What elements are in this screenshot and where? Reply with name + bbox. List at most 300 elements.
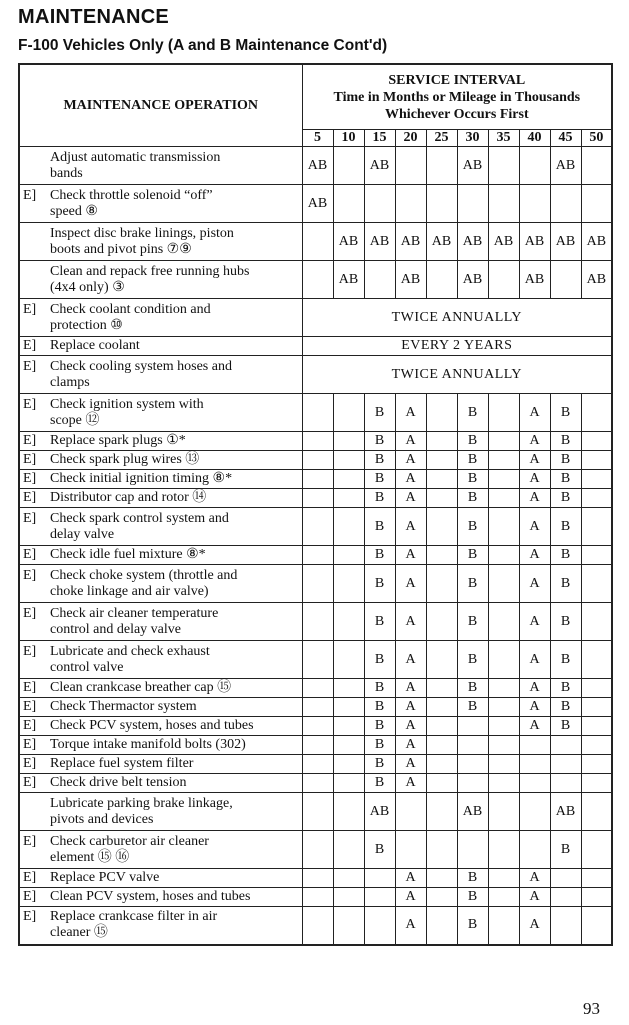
interval-cell <box>426 774 457 793</box>
interval-cell: A <box>395 907 426 945</box>
interval-cell: A <box>519 717 550 736</box>
interval-cell: AB <box>364 147 395 185</box>
interval-cell <box>488 793 519 831</box>
interval-cell <box>426 489 457 508</box>
interval-cell: B <box>457 565 488 603</box>
interval-cell <box>333 755 364 774</box>
operation-cell <box>19 451 302 470</box>
interval-cell <box>581 394 612 432</box>
interval-cell <box>426 185 457 223</box>
operation-cell <box>19 185 302 223</box>
operation-text-line: Replace fuel system filter <box>50 756 194 771</box>
operation-cell <box>19 470 302 489</box>
interval-cell: B <box>364 546 395 565</box>
mileage-header-15: 15 <box>364 130 395 147</box>
operation-cell <box>19 717 302 736</box>
service-interval-header <box>302 64 612 130</box>
interval-cell <box>488 736 519 755</box>
interval-cell <box>302 755 333 774</box>
interval-cell: AB <box>364 223 395 261</box>
interval-cell <box>581 147 612 185</box>
interval-cell <box>488 698 519 717</box>
interval-cell <box>581 603 612 641</box>
interval-cell: AB <box>302 185 333 223</box>
operation-text-line: Check spark plug wires ⑬ <box>50 452 200 467</box>
interval-cell: A <box>519 641 550 679</box>
interval-cell: B <box>457 432 488 451</box>
interval-cell: B <box>550 831 581 869</box>
table-row <box>19 717 612 736</box>
interval-cell <box>488 185 519 223</box>
interval-cell: A <box>395 546 426 565</box>
table-row <box>19 147 612 185</box>
interval-cell <box>519 147 550 185</box>
operation-text-line: Replace coolant <box>50 338 140 353</box>
interval-cell: A <box>395 470 426 489</box>
interval-cell: AB <box>395 223 426 261</box>
table-row <box>19 394 612 432</box>
operation-text-line: Clean PCV system, hoses and tubes <box>50 889 251 904</box>
interval-cell: A <box>519 489 550 508</box>
interval-cell: B <box>364 774 395 793</box>
service-interval-line-2: Time in Months or Mileage in Thousands <box>333 89 581 105</box>
operation-cell <box>19 793 302 831</box>
interval-cell <box>426 546 457 565</box>
interval-cell <box>581 717 612 736</box>
interval-cell: A <box>519 546 550 565</box>
interval-cell: B <box>457 489 488 508</box>
interval-cell: B <box>364 489 395 508</box>
interval-cell: AB <box>364 793 395 831</box>
operation-cell <box>19 641 302 679</box>
interval-cell <box>519 774 550 793</box>
operation-text-line: boots and pivot pins ⑦⑨ <box>50 241 192 257</box>
operation-text-line: choke linkage and air valve) <box>50 583 209 599</box>
interval-cell <box>302 261 333 299</box>
interval-cell: AB <box>581 223 612 261</box>
interval-cell <box>333 831 364 869</box>
operation-text-line: pivots and devices <box>50 811 154 827</box>
interval-cell <box>581 641 612 679</box>
interval-cell: B <box>550 508 581 546</box>
interval-cell <box>302 470 333 489</box>
interval-cell: B <box>457 546 488 565</box>
operation-cell <box>19 565 302 603</box>
interval-cell <box>519 736 550 755</box>
operation-cell <box>19 888 302 907</box>
table-row <box>19 907 612 945</box>
engine-prefix: E] <box>23 756 37 771</box>
operation-cell <box>19 508 302 546</box>
interval-cell: B <box>364 736 395 755</box>
table-row <box>19 356 612 394</box>
interval-cell <box>581 907 612 945</box>
interval-cell <box>488 470 519 489</box>
page-number: 93 <box>583 999 600 1018</box>
interval-cell <box>333 565 364 603</box>
interval-cell: A <box>395 641 426 679</box>
interval-cell <box>395 147 426 185</box>
interval-cell <box>426 147 457 185</box>
interval-cell <box>302 736 333 755</box>
operation-text-line: Check ignition system with <box>50 396 204 412</box>
service-interval-line-3: Whichever Occurs First <box>385 106 529 122</box>
interval-cell: B <box>457 679 488 698</box>
page-subheading: F-100 Vehicles Only (A and B Maintenance Cont'd) <box>18 37 388 54</box>
operation-text-line: Replace PCV valve <box>50 870 160 885</box>
interval-cell <box>302 774 333 793</box>
operation-text-line: Check cooling system hoses and <box>50 358 232 374</box>
engine-prefix: E] <box>23 870 37 885</box>
table-row <box>19 869 612 888</box>
operation-cell <box>19 546 302 565</box>
interval-cell <box>302 793 333 831</box>
interval-cell: B <box>550 698 581 717</box>
interval-cell <box>581 888 612 907</box>
interval-cell: AB <box>519 261 550 299</box>
operation-cell <box>19 489 302 508</box>
interval-cell: AB <box>457 147 488 185</box>
operation-cell <box>19 147 302 185</box>
interval-cell: B <box>457 641 488 679</box>
interval-cell: A <box>519 907 550 945</box>
operation-cell <box>19 223 302 261</box>
interval-cell: AB <box>333 223 364 261</box>
interval-cell: B <box>457 698 488 717</box>
interval-cell <box>426 508 457 546</box>
interval-cell: B <box>550 451 581 470</box>
interval-cell <box>426 831 457 869</box>
operation-text-line: (4x4 only) ③ <box>50 279 125 295</box>
mileage-header-30: 30 <box>457 130 488 147</box>
interval-cell <box>519 793 550 831</box>
interval-cell: A <box>395 603 426 641</box>
interval-cell <box>302 888 333 907</box>
interval-cell <box>426 755 457 774</box>
engine-prefix: E] <box>23 605 37 621</box>
operation-column-header: MAINTENANCE OPERATION <box>19 64 302 147</box>
interval-span-cell: TWICE ANNUALLY <box>302 299 612 337</box>
engine-prefix: E] <box>23 396 37 412</box>
interval-cell <box>457 831 488 869</box>
operation-cell <box>19 869 302 888</box>
interval-cell: A <box>519 888 550 907</box>
operation-cell <box>19 394 302 432</box>
engine-prefix: E] <box>23 301 37 317</box>
interval-cell: B <box>550 432 581 451</box>
engine-prefix: E] <box>23 775 37 790</box>
operation-text-line: Check throttle solenoid “off” <box>50 187 213 203</box>
interval-cell: AB <box>333 261 364 299</box>
interval-cell <box>457 736 488 755</box>
interval-cell <box>364 907 395 945</box>
interval-cell: AB <box>519 223 550 261</box>
interval-cell <box>488 489 519 508</box>
interval-cell: A <box>395 736 426 755</box>
interval-cell <box>302 869 333 888</box>
interval-cell: B <box>364 603 395 641</box>
interval-cell: B <box>364 451 395 470</box>
interval-cell <box>550 888 581 907</box>
engine-prefix: E] <box>23 471 37 486</box>
operation-cell <box>19 831 302 869</box>
interval-cell <box>302 603 333 641</box>
interval-cell <box>488 432 519 451</box>
interval-cell <box>395 831 426 869</box>
engine-prefix: E] <box>23 643 37 659</box>
table-row <box>19 565 612 603</box>
interval-cell <box>302 641 333 679</box>
interval-cell <box>550 261 581 299</box>
interval-cell <box>426 793 457 831</box>
interval-cell: AB <box>457 261 488 299</box>
interval-cell: A <box>519 451 550 470</box>
interval-cell <box>581 793 612 831</box>
interval-cell <box>302 432 333 451</box>
schedule-body <box>19 147 612 945</box>
interval-cell <box>488 755 519 774</box>
operation-text-line: protection ⑩ <box>50 317 123 333</box>
interval-cell: A <box>519 508 550 546</box>
interval-cell <box>333 907 364 945</box>
interval-cell: B <box>457 451 488 470</box>
interval-cell <box>333 793 364 831</box>
operation-cell <box>19 337 302 356</box>
engine-prefix: E] <box>23 490 37 505</box>
interval-cell <box>581 546 612 565</box>
interval-cell <box>333 147 364 185</box>
interval-cell <box>519 755 550 774</box>
interval-cell: AB <box>457 223 488 261</box>
interval-cell: A <box>395 679 426 698</box>
interval-cell <box>333 432 364 451</box>
interval-cell: B <box>364 679 395 698</box>
operation-text-line: Replace crankcase filter in air <box>50 909 218 925</box>
interval-cell: AB <box>302 147 333 185</box>
engine-prefix: E] <box>23 889 37 904</box>
interval-cell <box>302 831 333 869</box>
interval-cell: B <box>550 603 581 641</box>
interval-cell: A <box>519 603 550 641</box>
operation-text-line: Check PCV system, hoses and tubes <box>50 718 254 733</box>
interval-cell: B <box>364 641 395 679</box>
interval-cell <box>333 508 364 546</box>
engine-prefix: E] <box>23 452 37 467</box>
operation-text-line: Check coolant condition and <box>50 301 211 317</box>
operation-cell <box>19 299 302 337</box>
mileage-header-45: 45 <box>550 130 581 147</box>
interval-cell: B <box>364 698 395 717</box>
operation-cell <box>19 261 302 299</box>
interval-cell <box>581 489 612 508</box>
interval-cell <box>488 774 519 793</box>
table-row <box>19 774 612 793</box>
interval-cell: B <box>550 641 581 679</box>
operation-cell <box>19 698 302 717</box>
engine-prefix: E] <box>23 338 37 353</box>
interval-cell <box>426 470 457 489</box>
interval-cell <box>302 717 333 736</box>
interval-cell: A <box>395 394 426 432</box>
interval-cell <box>426 432 457 451</box>
interval-cell: B <box>457 907 488 945</box>
interval-cell: B <box>364 394 395 432</box>
interval-cell: B <box>364 470 395 489</box>
table-row <box>19 470 612 489</box>
operation-text-line: control and delay valve <box>50 621 182 637</box>
interval-cell: B <box>550 717 581 736</box>
operation-text-line: Check air cleaner temperature <box>50 605 219 621</box>
table-row <box>19 299 612 337</box>
operation-cell <box>19 736 302 755</box>
interval-cell: A <box>519 432 550 451</box>
operation-text-line: scope ⑫ <box>50 412 100 428</box>
interval-cell <box>581 508 612 546</box>
mileage-header-35: 35 <box>488 130 519 147</box>
operation-text-line: Distributor cap and rotor ⑭ <box>50 490 207 505</box>
table-row <box>19 755 612 774</box>
operation-text-line: Clean and repack free running hubs <box>50 263 250 279</box>
interval-cell <box>519 831 550 869</box>
interval-cell <box>581 736 612 755</box>
interval-cell <box>581 755 612 774</box>
interval-cell <box>426 717 457 736</box>
interval-cell: A <box>519 698 550 717</box>
interval-cell <box>302 489 333 508</box>
interval-cell <box>426 888 457 907</box>
interval-cell <box>333 774 364 793</box>
table-row <box>19 489 612 508</box>
interval-cell <box>581 831 612 869</box>
engine-prefix: E] <box>23 187 37 203</box>
interval-cell <box>333 394 364 432</box>
interval-cell <box>302 907 333 945</box>
operation-text-line: control valve <box>50 659 124 675</box>
interval-cell <box>333 470 364 489</box>
operation-text-line: clamps <box>50 374 90 390</box>
interval-cell: A <box>519 565 550 603</box>
interval-cell <box>426 603 457 641</box>
operation-text-line: Check spark control system and <box>50 510 229 526</box>
operation-text-line: Check initial ignition timing ⑧* <box>50 471 233 486</box>
operation-cell <box>19 774 302 793</box>
interval-cell <box>426 451 457 470</box>
interval-cell: AB <box>457 793 488 831</box>
interval-cell <box>457 774 488 793</box>
interval-cell <box>581 432 612 451</box>
interval-cell: A <box>395 489 426 508</box>
interval-cell: B <box>457 470 488 489</box>
interval-cell: AB <box>550 223 581 261</box>
interval-cell <box>550 185 581 223</box>
interval-cell: B <box>457 888 488 907</box>
operation-cell <box>19 603 302 641</box>
interval-cell: A <box>395 451 426 470</box>
interval-cell <box>333 185 364 223</box>
engine-prefix: E] <box>23 433 37 448</box>
interval-cell: A <box>395 888 426 907</box>
interval-cell: AB <box>395 261 426 299</box>
operation-text-line: Check drive belt tension <box>50 775 187 790</box>
table-row <box>19 223 612 261</box>
interval-cell <box>426 736 457 755</box>
interval-span-cell: TWICE ANNUALLY <box>302 356 612 394</box>
interval-cell: AB <box>581 261 612 299</box>
table-row <box>19 698 612 717</box>
operation-text-line: Check Thermactor system <box>50 699 197 714</box>
interval-cell: B <box>364 565 395 603</box>
operation-cell <box>19 679 302 698</box>
interval-cell: B <box>550 679 581 698</box>
interval-cell <box>364 185 395 223</box>
table-row <box>19 641 612 679</box>
interval-cell <box>302 698 333 717</box>
interval-cell <box>426 698 457 717</box>
interval-cell: AB <box>488 223 519 261</box>
interval-cell <box>488 888 519 907</box>
operation-text-line: speed ⑧ <box>50 203 98 219</box>
operation-text-line: Check idle fuel mixture ⑧* <box>50 547 206 562</box>
interval-cell: B <box>550 470 581 489</box>
table-row <box>19 831 612 869</box>
interval-cell <box>426 641 457 679</box>
engine-prefix: E] <box>23 737 37 752</box>
interval-cell: A <box>395 774 426 793</box>
interval-cell: A <box>395 717 426 736</box>
engine-prefix: E] <box>23 680 37 695</box>
operation-text-line: Adjust automatic transmission <box>50 149 221 165</box>
interval-cell <box>333 717 364 736</box>
engine-prefix: E] <box>23 567 37 583</box>
interval-cell <box>550 907 581 945</box>
interval-cell: A <box>519 679 550 698</box>
interval-cell <box>364 869 395 888</box>
interval-cell <box>333 698 364 717</box>
interval-cell: A <box>395 432 426 451</box>
interval-cell <box>550 755 581 774</box>
interval-cell <box>488 641 519 679</box>
interval-cell <box>488 603 519 641</box>
mileage-header-50: 50 <box>581 130 612 147</box>
interval-cell <box>488 869 519 888</box>
table-row <box>19 736 612 755</box>
interval-cell: A <box>519 470 550 489</box>
interval-cell <box>333 869 364 888</box>
operation-cell <box>19 907 302 945</box>
engine-prefix: E] <box>23 833 37 849</box>
interval-cell <box>488 907 519 945</box>
interval-cell <box>581 185 612 223</box>
interval-cell: A <box>519 869 550 888</box>
page-heading: MAINTENANCE <box>18 6 170 28</box>
operation-text-line: delay valve <box>50 526 115 542</box>
operation-cell <box>19 432 302 451</box>
engine-prefix: E] <box>23 699 37 714</box>
interval-cell <box>302 679 333 698</box>
interval-cell <box>488 679 519 698</box>
interval-cell <box>550 736 581 755</box>
interval-cell: B <box>550 489 581 508</box>
table-row <box>19 679 612 698</box>
interval-cell <box>426 907 457 945</box>
interval-cell <box>457 717 488 736</box>
interval-cell <box>333 888 364 907</box>
interval-cell <box>302 508 333 546</box>
engine-prefix: E] <box>23 510 37 526</box>
interval-cell: B <box>550 565 581 603</box>
interval-cell <box>457 185 488 223</box>
interval-cell <box>364 261 395 299</box>
